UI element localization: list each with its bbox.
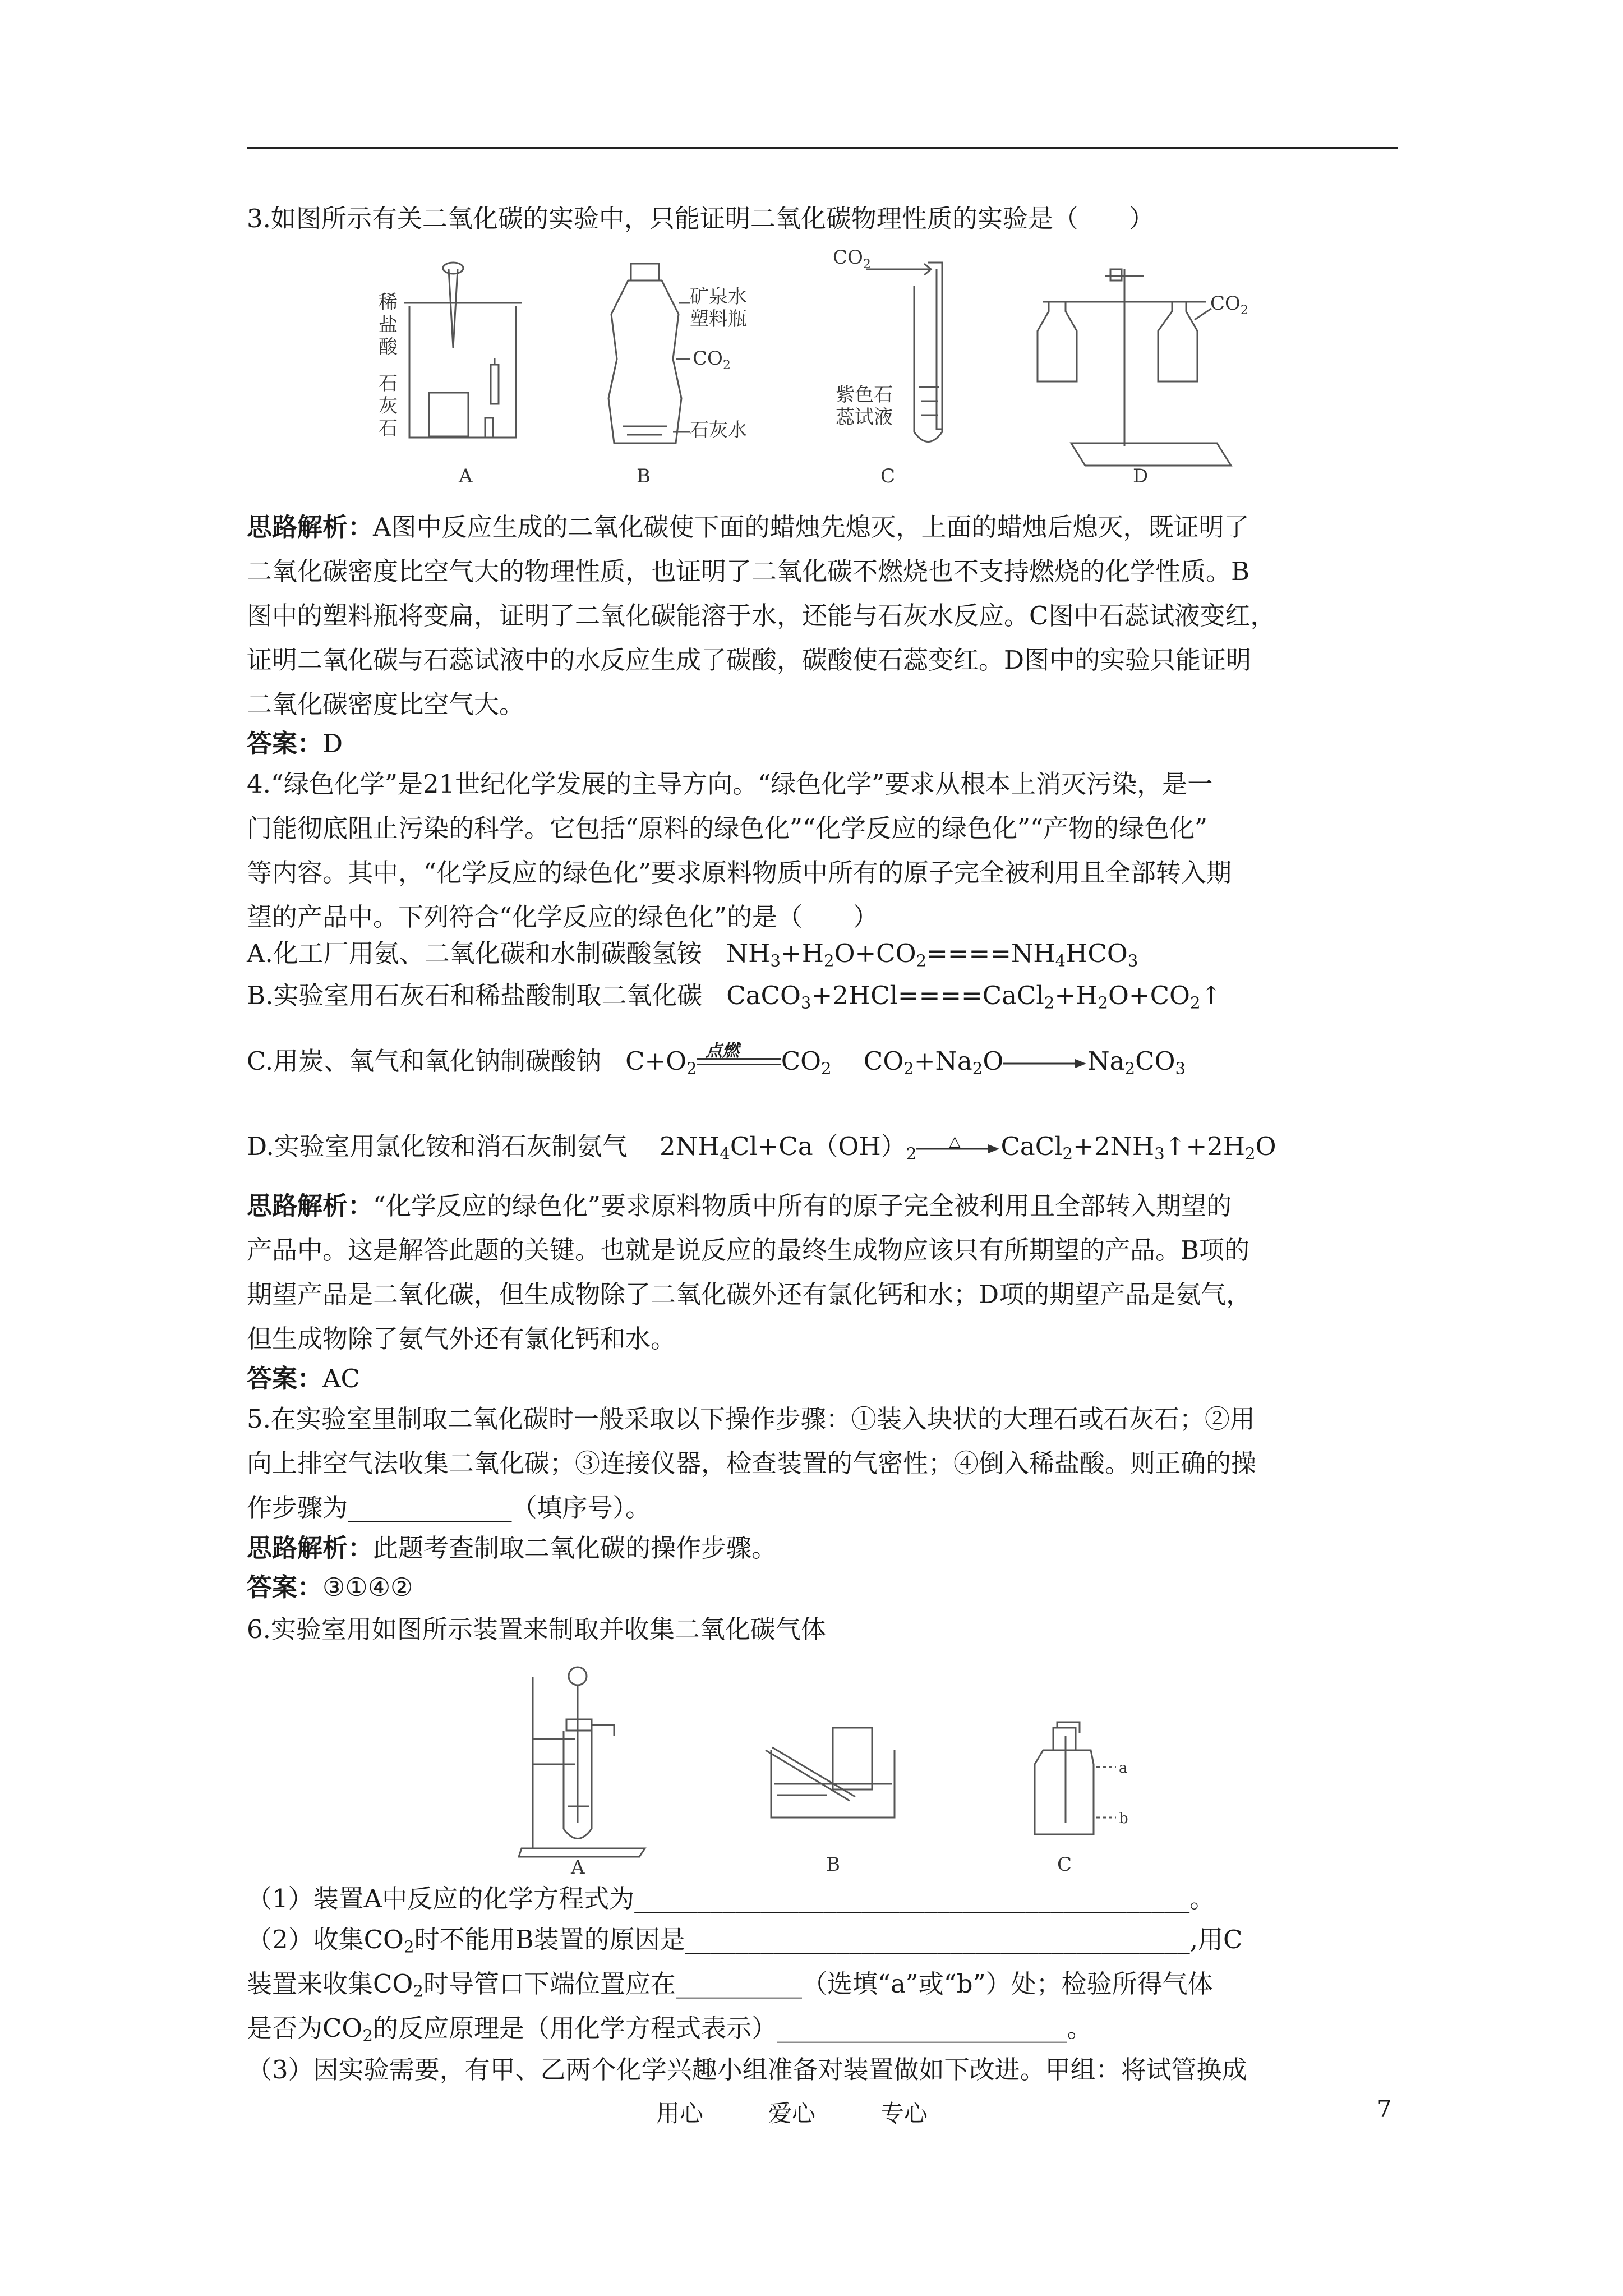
footer-slogan-2: 爱心 xyxy=(768,2100,816,2127)
q4-heat-arrow: △ xyxy=(916,1138,1000,1160)
q6-part-2: （2）收集$CO_2$时不能用B装置的原因是________________________________________,用C xyxy=(247,1925,1243,1957)
q3-figure-d xyxy=(1032,258,1248,494)
q4-option-b: B.实验室用石灰石和稀盐酸制取二氧化碳 $CaCO_3+2HCl====CaCl_2+H_2O+CO_2↑$ xyxy=(247,981,1222,1013)
fig-d-co2: $CO_2$ xyxy=(1210,292,1248,318)
q6-figure-b xyxy=(760,1717,911,1879)
q4-option-b-equation: $CaCO_3+2HCl====CaCl_2+H_2O+CO_2↑$ xyxy=(726,981,1222,1013)
q5-line-1: 5.在实验室里制取二氧化碳时一般采取以下操作步骤：①装入块状的大理石或石灰石；②用 xyxy=(247,1404,1255,1434)
fig-b-text-4: 石灰水 xyxy=(690,419,747,441)
q6-fig-b-label: B xyxy=(826,1853,840,1876)
q5-answer: 答案：③①④② xyxy=(247,1572,413,1602)
q4-analysis-line-4: 但生成物除了氨气外还有氯化钙和水。 xyxy=(247,1324,676,1354)
q3-analysis-line-5: 二氧化碳密度比空气大。 xyxy=(247,689,525,719)
fig-a-text-1: 稀 xyxy=(379,291,398,314)
q6-figure-c xyxy=(1026,1722,1155,1879)
q5-analysis: 思路解析：此题考查制取二氧化碳的操作步骤。 xyxy=(247,1533,777,1563)
fig-b-label: B xyxy=(637,465,651,487)
fig-b-text-2: 塑料瓶 xyxy=(690,308,747,330)
fig-a-label: A xyxy=(459,465,473,487)
q3-figure-a xyxy=(376,252,533,494)
q6-fig-c-a: a xyxy=(1119,1760,1128,1777)
fig-a-text-5: 灰 xyxy=(379,395,398,417)
q4-arrow-c xyxy=(1003,1052,1087,1075)
q4-line-4: 望的产品中。下列符合“化学反应的绿色化”的是（ ） xyxy=(247,902,879,932)
q5-line-2: 向上排空气法收集二氧化碳；③连接仪器，检查装置的气密性；④倒入稀盐酸。则正确的操 xyxy=(247,1448,1257,1478)
fig-a-text-6: 石 xyxy=(379,417,398,440)
fig-b-text-3: $CO_2$ xyxy=(693,347,731,372)
fig-d-label: D xyxy=(1133,465,1149,487)
q4-option-c: C.用炭、氧气和氧化钠制碳酸钠 $C+O_2$ 点燃 $CO_2$ $CO_2+Na_2O$ $Na_2CO_3$ xyxy=(247,1041,1186,1078)
q3-answer: 答案：D xyxy=(247,729,343,758)
q6-fig-c-label: C xyxy=(1057,1853,1072,1876)
q6-part-2-line-3: 是否为$CO_2$的反应原理是（用化学方程式表示）_______________________。 xyxy=(247,2013,1092,2045)
q4-ignite-equals: 点燃 xyxy=(697,1052,781,1075)
q3-figure-b xyxy=(606,264,774,494)
q3-analysis-line-3: 图中的塑料瓶将变扁，证明了二氧化碳能溶于水，还能与石灰水反应。C图中石蕊试液变红， xyxy=(247,601,1276,631)
q6-question: 6.实验室用如图所示装置来制取并收集二氧化碳气体 xyxy=(247,1614,826,1644)
fig-a-text-3: 酸 xyxy=(379,336,398,358)
q3-analysis-label: 思路解析： xyxy=(247,512,374,542)
q5-line-3: 作步骤为_____________（填序号）。 xyxy=(247,1493,651,1522)
q4-answer: 答案：AC xyxy=(247,1364,360,1393)
q4-analysis-line-1: 思路解析：“化学反应的绿色化”要求原料物质中所有的原子完全被利用且全部转入期望的 xyxy=(247,1191,1232,1221)
q4-analysis-line-3: 期望产品是二氧化碳，但生成物除了二氧化碳外还有氯化钙和水；D项的期望产品是氨气， xyxy=(247,1280,1252,1309)
q6-figure-a xyxy=(516,1655,651,1879)
q6-part-1: （1）装置A中反应的化学方程式为____________________________________________。 xyxy=(247,1884,1215,1913)
footer-slogan-3: 专心 xyxy=(880,2100,928,2127)
q3-analysis-line-4: 证明二氧化碳与石蕊试液中的水反应生成了碳酸，碳酸使石蕊变红。D图中的实验只能证明 xyxy=(247,645,1252,675)
q3-question: 3.如图所示有关二氧化碳的实验中，只能证明二氧化碳物理性质的实验是（ ） xyxy=(247,204,1154,233)
q4-line-1: 4.“绿色化学”是21世纪化学发展的主导方向。“绿色化学”要求从根本上消灭污染，是一 xyxy=(247,769,1213,799)
fig-a-text-2: 盐 xyxy=(379,314,398,336)
fig-c-co2: $CO_2$ xyxy=(833,246,871,272)
q6-part-2-line-2: 装置来收集$CO_2$时导管口下端位置应在__________（选填“a”或“b”）处；检验所得气体 xyxy=(247,1969,1213,2001)
q4-option-a-equation: $NH_3+H_2O+CO_2====NH_4HCO_3$ xyxy=(726,938,1138,970)
q4-line-3: 等内容。其中，“化学反应的绿色化”要求原料物质中所有的原子完全被利用且全部转入期 xyxy=(247,858,1232,887)
q3-figure-c xyxy=(830,241,976,494)
fig-a-text-4: 石 xyxy=(379,372,398,395)
q4-option-d: D.实验室用氯化铵和消石灰制氨气 $2NH_4Cl+Ca(OH)_2$ △ $CaCl_2+2NH_3↑+2H_2O$ xyxy=(247,1131,1276,1163)
q6-fig-c-b: b xyxy=(1119,1810,1128,1827)
fig-b-text-1: 矿泉水 xyxy=(690,286,747,308)
header-rule xyxy=(247,147,1398,149)
fig-c-label: C xyxy=(880,465,896,487)
footer-slogan-1: 用心 xyxy=(656,2100,704,2127)
q3-analysis-line-1: 思路解析：A图中反应生成的二氧化碳使下面的蜡烛先熄灭，上面的蜡烛后熄灭，既证明了 xyxy=(247,512,1249,542)
q6-fig-a-label: A xyxy=(571,1856,585,1879)
q4-analysis-line-2: 产品中。这是解答此题的关键。也就是说反应的最终生成物应该只有所期望的产品。B项的 xyxy=(247,1235,1250,1265)
fig-c-text-1: 紫色石 xyxy=(836,384,893,406)
q3-analysis-line-2: 二氧化碳密度比空气大的物理性质，也证明了二氧化碳不燃烧也不支持燃烧的化学性质。B xyxy=(247,556,1250,586)
q4-line-2: 门能彻底阻止污染的科学。它包括“原料的绿色化”“化学反应的绿色化”“产物的绿色化” xyxy=(247,813,1208,843)
q4-option-a: A.化工厂用氨、二氧化碳和水制碳酸氢铵 $NH_3+H_2O+CO_2====NH_4HCO_3$ xyxy=(247,938,1138,970)
fig-c-text-2: 蕊试液 xyxy=(836,406,893,429)
page-number: 7 xyxy=(1377,2095,1392,2123)
q6-part-3: （3）因实验需要，有甲、乙两个化学兴趣小组准备对装置做如下改进。甲组：将试管换成 xyxy=(247,2055,1247,2085)
